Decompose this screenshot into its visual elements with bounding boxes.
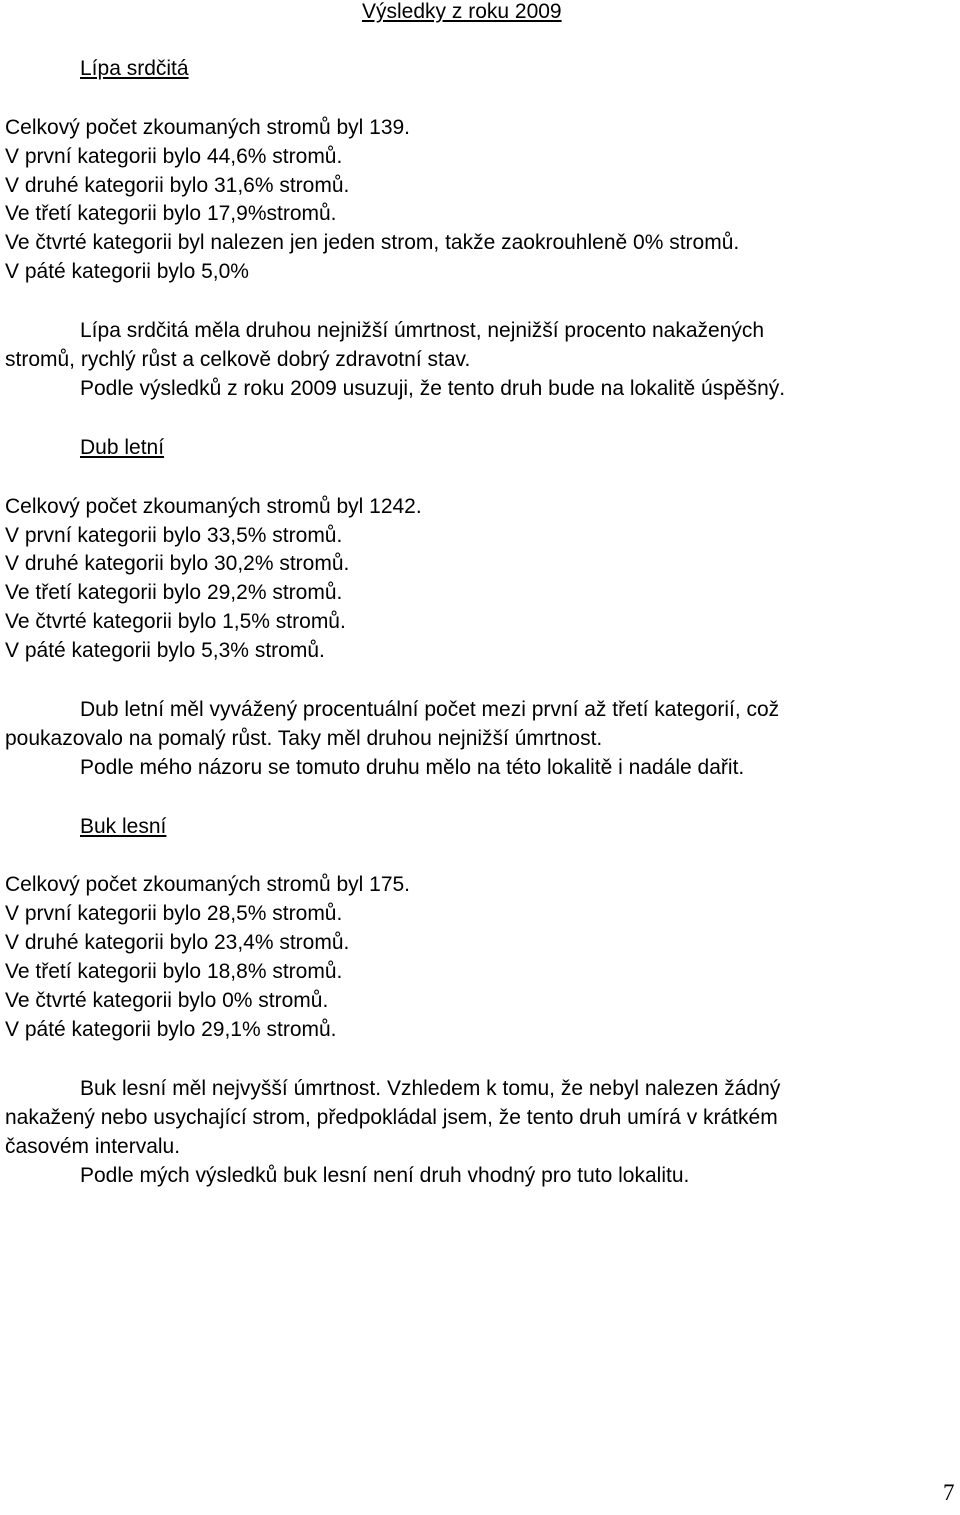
stat-line: Celkový počet zkoumaných stromů byl 1242.: [5, 495, 422, 518]
stat-line: Ve třetí kategorii bylo 29,2% stromů.: [5, 581, 343, 604]
paragraph-line: nakažený nebo usychající strom, předpokládal jsem, že tento druh umírá v krátkém: [5, 1106, 778, 1129]
stat-line: V druhé kategorii bylo 23,4% stromů.: [5, 931, 350, 954]
paragraph-line: poukazovalo na pomalý růst. Taky měl druhou nejnižší úmrtnost.: [5, 727, 603, 750]
paragraph-line: Lípa srdčitá měla druhou nejnižší úmrtnost, nejnižší procento nakažených: [80, 319, 765, 342]
stat-line: V páté kategorii bylo 5,0%: [5, 260, 249, 283]
stat-line: Ve čtvrté kategorii bylo 0% stromů.: [5, 989, 329, 1012]
stat-line: Ve třetí kategorii bylo 17,9%stromů.: [5, 202, 337, 225]
section-heading: Dub letní: [80, 436, 165, 459]
stat-line: V první kategorii bylo 28,5% stromů.: [5, 902, 343, 925]
section-heading: Lípa srdčitá: [80, 57, 189, 80]
paragraph-line: Podle mého názoru se tomuto druhu mělo na této lokalitě i nadále dařit.: [80, 756, 745, 779]
stat-line: V první kategorii bylo 44,6% stromů.: [5, 145, 343, 168]
paragraph-line: časovém intervalu.: [5, 1135, 181, 1158]
stat-line: Ve čtvrté kategorii byl nalezen jen jeden strom, takže zaokrouhleně 0% stromů.: [5, 231, 740, 254]
page-title: Výsledky z roku 2009: [362, 0, 562, 23]
stat-line: V druhé kategorii bylo 30,2% stromů.: [5, 552, 350, 575]
stat-line: V páté kategorii bylo 29,1% stromů.: [5, 1018, 337, 1041]
stat-line: V páté kategorii bylo 5,3% stromů.: [5, 639, 325, 662]
stat-line: V druhé kategorii bylo 31,6% stromů.: [5, 174, 350, 197]
stat-line: Ve čtvrté kategorii bylo 1,5% stromů.: [5, 610, 346, 633]
page-number: 7: [943, 1480, 955, 1505]
paragraph-line: stromů, rychlý růst a celkově dobrý zdravotní stav.: [5, 348, 471, 371]
paragraph-line: Podle výsledků z roku 2009 usuzuji, že tento druh bude na lokalitě úspěšný.: [80, 377, 786, 400]
paragraph-line: Podle mých výsledků buk lesní není druh vhodný pro tuto lokalitu.: [80, 1164, 690, 1187]
stat-line: Ve třetí kategorii bylo 18,8% stromů.: [5, 960, 343, 983]
stat-line: V první kategorii bylo 33,5% stromů.: [5, 524, 343, 547]
stat-line: Celkový počet zkoumaných stromů byl 139.: [5, 116, 411, 139]
paragraph-line: Buk lesní měl nejvyšší úmrtnost. Vzhledem k tomu, že nebyl nalezen žádný: [80, 1077, 781, 1100]
section-heading: Buk lesní: [80, 815, 167, 838]
paragraph-line: Dub letní měl vyvážený procentuální počet mezi první až třetí kategorií, což: [80, 698, 780, 721]
stat-line: Celkový počet zkoumaných stromů byl 175.: [5, 873, 411, 896]
